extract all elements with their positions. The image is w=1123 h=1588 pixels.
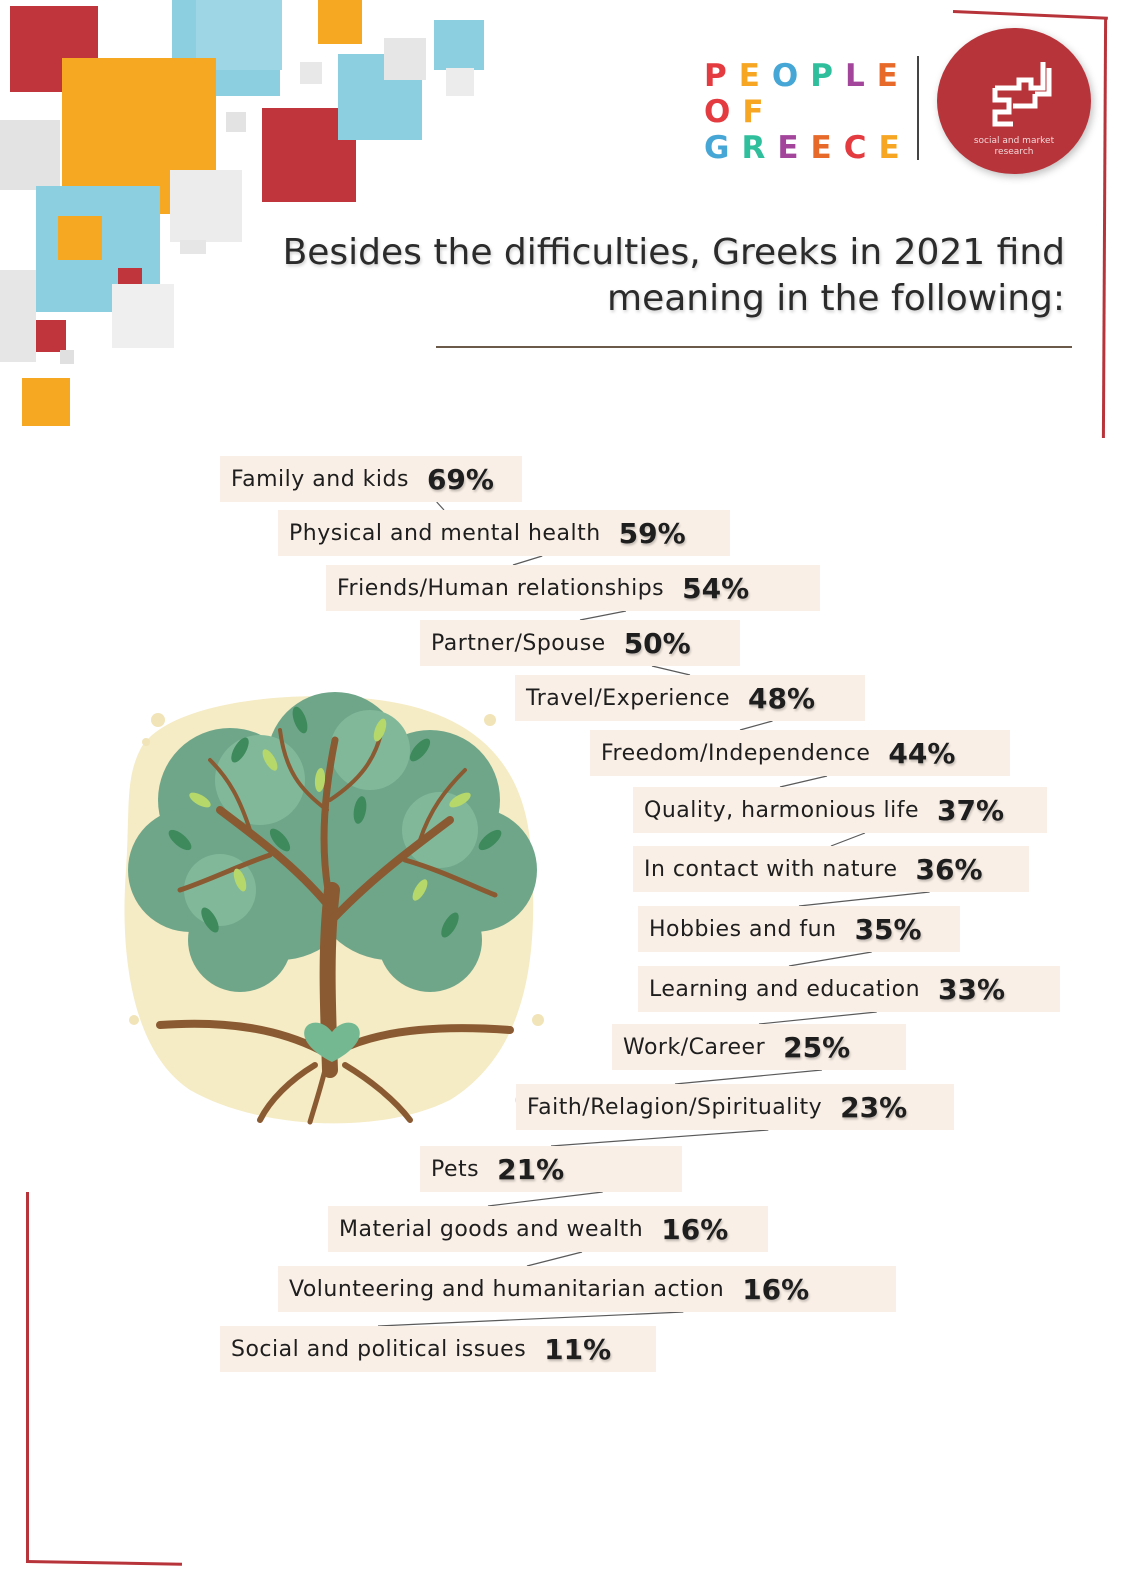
chart-bar: [638, 966, 1060, 1012]
bar-value-label: 69%: [426, 462, 494, 496]
bar-value-label: 50%: [623, 626, 691, 660]
bar-value-label: 23%: [840, 1090, 908, 1124]
chart-bar: [633, 846, 1029, 892]
bar-value-label: 16%: [661, 1212, 729, 1246]
bar-value-label: 59%: [618, 516, 686, 550]
chart-bar: [515, 675, 865, 721]
bar-label: Pets: [431, 1156, 480, 1182]
bar-value-label: 48%: [748, 681, 816, 715]
connector-line: [652, 666, 690, 675]
title-line-1: Besides the difficulties, Greeks in 2021 find: [282, 232, 1065, 273]
chart-bar: [590, 730, 1010, 776]
bar-value-label: 33%: [938, 972, 1006, 1006]
connector-line: [740, 721, 773, 730]
connector-line: [551, 1130, 768, 1146]
bar-label: In contact with nature: [644, 856, 898, 882]
company-caption-line: research: [994, 147, 1034, 157]
bar-value-label: 21%: [497, 1152, 565, 1186]
connector-line: [580, 611, 626, 620]
chart-bar: [326, 565, 820, 611]
logo-word: PEOPLE: [704, 58, 910, 94]
bar-label: Volunteering and humanitarian action: [289, 1276, 725, 1302]
bar-label: Hobbies and fun: [649, 916, 837, 942]
connector-line: [831, 833, 865, 846]
bar-label: Material goods and wealth: [339, 1216, 644, 1242]
connector-line: [437, 502, 444, 510]
chart-bar: [420, 620, 740, 666]
connector-line: [799, 892, 930, 906]
chart-bar: [220, 456, 522, 502]
bar-label: Work/Career: [623, 1034, 766, 1060]
bar-value-label: 16%: [742, 1272, 810, 1306]
chart-bar: [612, 1024, 906, 1070]
company-caption-line: social and market: [973, 136, 1055, 146]
bar-label: Partner/Spouse: [431, 630, 606, 656]
bar-label: Friends/Human relationships: [337, 575, 665, 601]
bar-value-label: 35%: [854, 912, 922, 946]
connector-line: [759, 1012, 877, 1024]
bar-label: Freedom/Independence: [601, 740, 871, 766]
title-line-2: meaning in the following:: [607, 278, 1065, 319]
connector-line: [675, 1070, 822, 1084]
connector-line: [513, 556, 542, 565]
bar-label: Faith/Relagion/Spirituality: [527, 1094, 823, 1120]
bar-label: Physical and mental health: [289, 520, 601, 546]
connector-line: [780, 776, 827, 787]
bar-value-label: 44%: [888, 736, 956, 770]
bar-label: Learning and education: [649, 976, 921, 1002]
chart-bar: [278, 510, 730, 556]
bar-label: Quality, harmonious life: [644, 797, 919, 823]
bar-value-label: 25%: [783, 1030, 851, 1064]
logo-word: GREECE: [704, 130, 912, 166]
bar-label: Family and kids: [231, 466, 409, 492]
bar-value-label: 36%: [915, 852, 983, 886]
connector-line: [488, 1192, 603, 1206]
bar-value-label: 11%: [544, 1332, 612, 1366]
chart-bar: [420, 1146, 682, 1192]
bar-label: Travel/Experience: [526, 685, 730, 711]
chart-bar: [516, 1084, 954, 1130]
chart-bar: [278, 1266, 896, 1312]
chart-bar: [328, 1206, 768, 1252]
connector-line: [378, 1312, 683, 1326]
bar-value-label: 37%: [937, 793, 1005, 827]
chart-bar: [633, 787, 1047, 833]
chart-bar: [220, 1326, 656, 1372]
bar-value-label: 54%: [682, 571, 750, 605]
connector-line: [789, 952, 872, 966]
connector-line: [527, 1252, 582, 1266]
chart-bar: [638, 906, 960, 952]
bar-label: Social and political issues: [231, 1336, 527, 1362]
logo-word: OF: [704, 94, 776, 130]
